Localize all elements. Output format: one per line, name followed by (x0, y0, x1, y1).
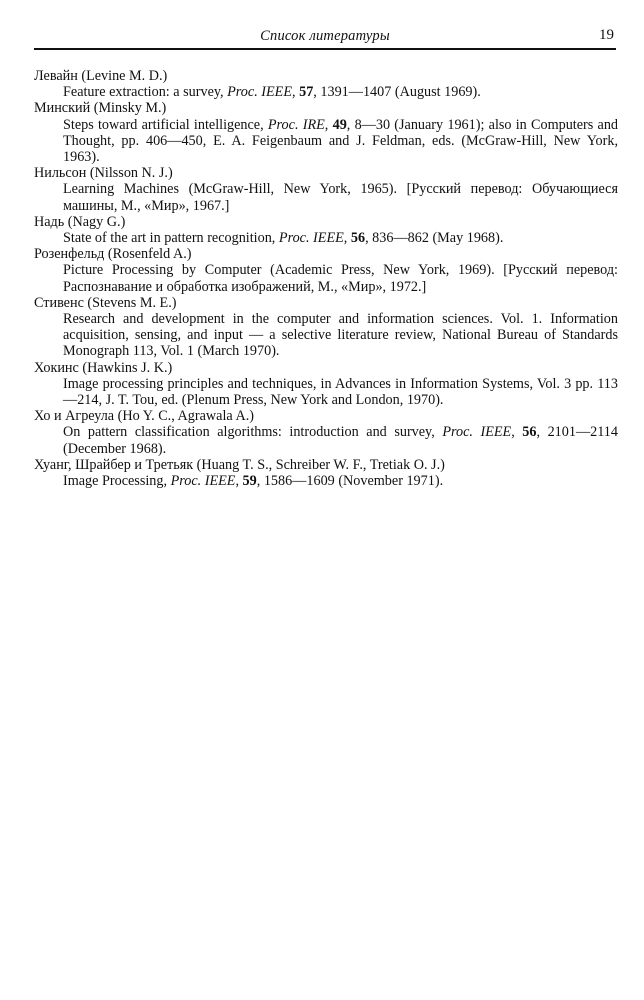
reference-journal: Proc. IRE (267, 116, 325, 133)
reference-text (34, 84, 618, 100)
reference-title: State of the art in pattern recognition, (63, 230, 279, 247)
reference-entry (34, 165, 618, 214)
reference-journal: Proc. IEEE (278, 230, 344, 247)
reference-title: Learning Machines (McGraw-Hill, New York, 1965). [Русский перевод: Обучающиеся машины, М., «Мир», 1967.] (63, 181, 618, 214)
reference-title: Picture Processing by Computer (Academic Press, New York, 1969). [Русский перевод: Распознавание и обработка изображений, М., «Мир», 1972.] (63, 262, 618, 295)
reference-volume: 57 (299, 84, 314, 101)
reference-journal: Proc. IEEE (227, 84, 293, 101)
reference-volume: 59 (242, 473, 257, 490)
reference-text (34, 230, 618, 246)
reference-author: Минский (Minsky M.) (34, 100, 167, 117)
reference-text (34, 424, 618, 456)
reference-separator: , (324, 116, 333, 133)
reference-title: On pattern classification algorithms: introduction and survey, (63, 424, 443, 441)
reference-entry (34, 68, 618, 100)
reference-pages: , 2101—2114 (December 1968). (63, 424, 618, 457)
page-number: 19 (599, 27, 614, 43)
reference-text (34, 117, 618, 166)
running-head (34, 26, 616, 48)
reference-pages: , 836—862 (May 1968). (365, 230, 504, 247)
reference-title: Feature extraction: a survey, (63, 84, 228, 101)
reference-volume: 49 (332, 116, 347, 133)
reference-author: Стивенс (Stevens M. E.) (34, 294, 177, 311)
reference-volume: 56 (350, 230, 366, 247)
reference-separator: , (292, 84, 300, 101)
reference-journal: Proc. IEEE (442, 424, 512, 441)
reference-pages: , 1586—1609 (November 1971). (256, 473, 444, 490)
reference-text (34, 376, 618, 408)
reference-author: Розенфельд (Rosenfeld A.) (34, 246, 192, 263)
reference-text (34, 262, 618, 294)
reference-title: Steps toward artificial intelligence, (63, 116, 268, 133)
reference-author: Хо и Агреула (Ho Y. C., Agrawala A.) (34, 408, 254, 425)
reference-entry (34, 295, 618, 360)
reference-author: Нильсон (Nilsson N. J.) (34, 165, 173, 182)
reference-entry (34, 360, 618, 409)
reference-entry (34, 408, 618, 457)
reference-pages: , 1391—1407 (August 1969). (313, 84, 481, 101)
reference-text (34, 311, 618, 360)
reference-text (34, 181, 618, 213)
reference-author: Хокинс (Hawkins J. K.) (34, 359, 173, 376)
reference-separator: , (235, 473, 243, 490)
reference-author: Хуанг, Шрайбер и Третьяк (Huang T. S., Schreiber W. F., Tretiak O. J.) (34, 456, 445, 473)
reference-title: Research and development in the computer and information sciences. Vol. 1. Information acquisition, sensing, and input — a selective literature review, National Bureau of Standards Monograph 113, Vol. 1 (March 1970). (63, 311, 618, 360)
reference-separator: , (343, 230, 351, 247)
reference-entry (34, 214, 618, 246)
header-rule (34, 48, 616, 50)
reference-entry (34, 457, 618, 489)
reference-title: Image processing principles and techniques, in Advances in Information Systems, Vol. 3 pp. 113—214, J. T. Tou, ed. (Plenum Press, New York and London, 1970). (63, 375, 618, 409)
reference-entry (34, 100, 618, 165)
reference-author: Надь (Nagy G.) (34, 213, 126, 230)
reference-title: Image Processing, (63, 473, 171, 490)
reference-volume: 56 (522, 424, 537, 441)
reference-list (34, 68, 618, 489)
reference-entry (34, 246, 618, 295)
reference-text (34, 473, 618, 489)
running-title: Список литературы (260, 28, 390, 44)
reference-pages: , 8—30 (January 1961); also in Computers and Thought, pp. 406—450, E. A. Feigenbaum and J. Feldman, eds. (McGraw-Hill, New York, 1963). (63, 116, 619, 166)
reference-author: Левайн (Levine M. D.) (34, 68, 168, 84)
reference-journal: Proc. IEEE (170, 473, 236, 490)
reference-separator: , (511, 424, 523, 441)
